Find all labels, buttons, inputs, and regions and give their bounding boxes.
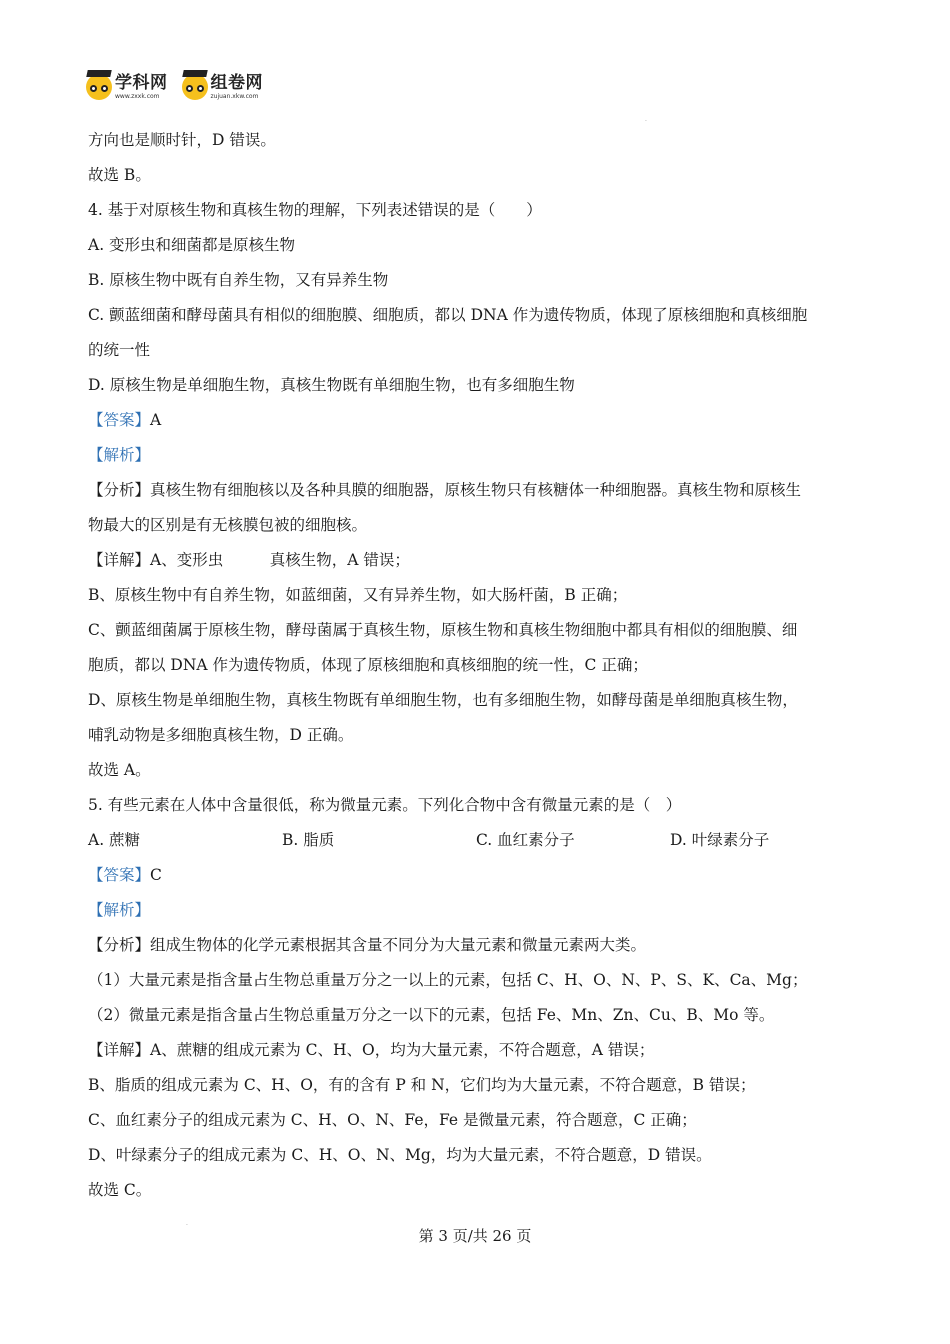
xuekewang-logo[interactable] (86, 74, 168, 100)
detail-text: A、蔗糖的组成元素为 C、H、O，均为大量元素，不符合题意，A 错误； (150, 1041, 655, 1059)
answer-value: C (150, 866, 162, 884)
owl-mascot-icon (86, 74, 112, 100)
question-4-stem: 4. 基于对原核生物和真核生物的理解，下列表述错误的是（ ） (88, 201, 542, 219)
analysis-line (88, 438, 868, 473)
detail-c: C、血红素分子的组成元素为 C、H、O、N、Fe，Fe 是微量元素，符合题意，C 正确； (88, 1111, 697, 1129)
zujuanwang-logo[interactable] (182, 74, 264, 100)
conclusion: 故选 C。 (88, 1181, 152, 1199)
text-line: 故选 B。 (88, 166, 151, 184)
fenxi-cont: 物最大的区别是有无核膜包被的细胞核。 (88, 516, 368, 534)
option-c-cont: 的统一性 (88, 341, 151, 359)
detail-d-cont: 哺乳动物是多细胞真核生物，D 正确。 (88, 726, 354, 744)
detail-b: B、脂质的组成元素为 C、H、O，有的含有 P 和 N，它们均为大量元素，不符合题意，B 错误； (88, 1076, 756, 1094)
option-c: C. 颤蓝细菌和酵母菌具有相似的细胞膜、细胞质，都以 DNA 作为遗传物质，体现了原核细胞和真核细胞 (88, 306, 808, 324)
page-number: 第 3 页/共 26 页 (418, 1227, 532, 1245)
option-d: D. 原核生物是单细胞生物，真核生物既有单细胞生物，也有多细胞生物 (88, 376, 575, 394)
detail-text: A、变形虫 真核生物，A 错误； (150, 551, 410, 569)
option-b: B. 原核生物中既有自养生物，又有异养生物 (88, 271, 389, 289)
conclusion: 故选 A。 (88, 761, 151, 779)
logo-url: www.zxxk.com (115, 92, 160, 100)
detail-d: D、原核生物是单细胞生物，真核生物既有单细胞生物，也有多细胞生物，如酵母菌是单细胞真核生物， (88, 691, 798, 709)
speck: . (186, 1220, 188, 1227)
question-5-stem: 5. 有些元素在人体中含量很低，称为微量元素。下列化合物中含有微量元素的是（ ） (88, 796, 682, 814)
question-5-options (88, 823, 868, 858)
logo-name: 组卷网 (210, 72, 263, 93)
owl-mascot-icon (182, 74, 208, 100)
analysis-tag: 【解析】 (88, 446, 151, 464)
answer-line (88, 403, 868, 438)
option-d: D. 叶绿素分子 (670, 831, 770, 849)
detail-c: C、颤蓝细菌属于原核生物，酵母菌属于真核生物，原核生物和真核生物细胞中都具有相似的细胞膜、细 (88, 621, 798, 639)
detail-tag: 【详解】 (88, 551, 151, 569)
option-a: A. 蔗糖 (88, 831, 141, 849)
option-c: C. 血红素分子 (476, 831, 575, 849)
fenxi-text: 真核生物有细胞核以及各种具膜的细胞器，原核生物只有核糖体一种细胞器。真核生物和原核生 (150, 481, 802, 499)
detail-c-cont: 胞质，都以 DNA 作为遗传物质，体现了原核细胞和真核细胞的统一性，C 正确； (88, 656, 648, 674)
fenxi-line (88, 928, 868, 963)
answer-value: A (150, 411, 162, 429)
detail-line (88, 1033, 868, 1068)
fenxi-line (88, 473, 868, 508)
logo-name: 学科网 (115, 72, 168, 93)
answer-tag: 【答案】 (88, 866, 151, 884)
fenxi-point-1: （1）大量元素是指含量占生物总重量万分之一以上的元素，包括 C、H、O、N、P、S、K、Ca、Mg； (88, 971, 808, 989)
document-body (88, 123, 868, 1208)
text-line: 方向也是顺时针，D 错误。 (88, 131, 276, 149)
fenxi-text: 组成生物体的化学元素根据其含量不同分为大量元素和微量元素两大类。 (150, 936, 647, 954)
analysis-line (88, 893, 868, 928)
logo-url: zujuan.xkw.com (210, 92, 259, 100)
fenxi-tag: 【分析】 (88, 936, 151, 954)
answer-line (88, 858, 868, 893)
answer-tag: 【答案】 (88, 411, 151, 429)
detail-line (88, 543, 868, 578)
detail-b: B、原核生物中有自养生物，如蓝细菌，又有异养生物，如大肠杆菌，B 正确； (88, 586, 628, 604)
detail-tag: 【详解】 (88, 1041, 151, 1059)
fenxi-tag: 【分析】 (88, 481, 151, 499)
site-header (86, 70, 277, 104)
speck: . (645, 116, 647, 123)
option-a: A. 变形虫和细菌都是原核生物 (88, 236, 296, 254)
fenxi-point-2: （2）微量元素是指含量占生物总重量万分之一以下的元素，包括 Fe、Mn、Zn、Cu、B、Mo 等。 (88, 1006, 775, 1024)
option-b: B. 脂质 (282, 831, 335, 849)
analysis-tag: 【解析】 (88, 901, 151, 919)
detail-d: D、叶绿素分子的组成元素为 C、H、O、N、Mg，均为大量元素，不符合题意，D 错误。 (88, 1146, 712, 1164)
